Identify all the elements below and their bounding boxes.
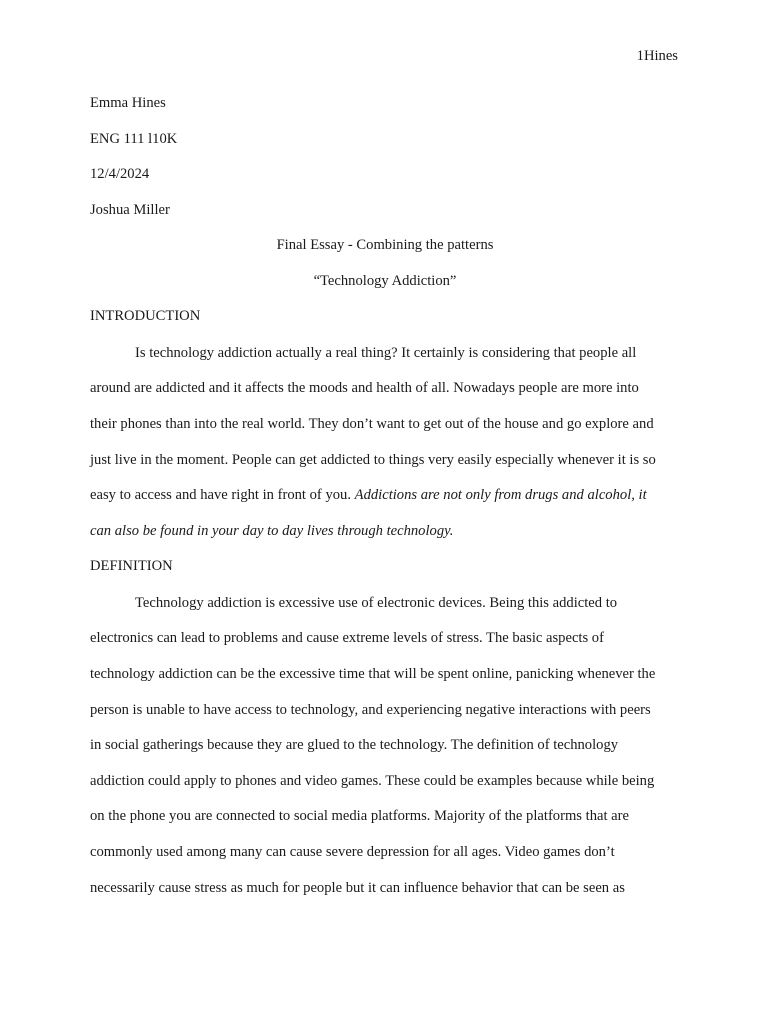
author-name: Emma Hines <box>90 95 166 111</box>
intro-line: Is technology addiction actually a real thing? It certainly is considering that people all <box>135 345 637 361</box>
intro-line: their phones than into the real world. They don’t want to get out of the house and go explore and <box>90 416 654 432</box>
intro-italic-line <box>90 522 680 540</box>
essay-date: 12/4/2024 <box>90 166 150 182</box>
definition-line: on the phone you are connected to social media platforms. Majority of the platforms that are <box>90 808 629 824</box>
intro-line: around are addicted and it affects the moods and health of all. Nowadays people are more into <box>90 380 639 396</box>
page-header-number: 1Hines <box>636 48 678 64</box>
definition-line: electronics can lead to problems and cause extreme levels of stress. The basic aspects of <box>90 630 604 646</box>
definition-line: addiction could apply to phones and video games. These could be examples because while being <box>90 773 655 789</box>
instructor-name: Joshua Miller <box>90 202 170 218</box>
definition-line: in social gatherings because they are glued to the technology. The definition of technology <box>90 737 619 753</box>
intro-line-mixed <box>90 486 680 504</box>
intro-italic-text: Addictions are not only from drugs and alcohol, it <box>354 487 647 503</box>
definition-line: person is unable to have access to technology, and experiencing negative interactions with peers <box>90 702 651 718</box>
intro-line: just live in the moment. People can get addicted to things very easily especially whenever it is so <box>90 452 656 468</box>
definition-line: technology addiction can be the excessive time that will be spent online, panicking whenever the <box>90 666 656 682</box>
definition-line: necessarily cause stress as much for people but it can influence behavior that can be seen as <box>90 880 625 896</box>
intro-line-text: easy to access and have right in front of you. <box>90 487 351 503</box>
essay-subtitle: “Technology Addiction” <box>313 273 457 289</box>
definition-line: Technology addiction is excessive use of electronic devices. Being this addicted to <box>135 595 618 611</box>
course-code: ENG 111 l10K <box>90 131 178 147</box>
section-heading-definition: DEFINITION <box>90 558 173 574</box>
essay-title: Final Essay - Combining the patterns <box>276 237 494 253</box>
definition-line: commonly used among many can cause severe depression for all ages. Video games don’t <box>90 844 615 860</box>
intro-italic-text: can also be found in your day to day lives through technology. <box>90 523 454 539</box>
section-heading-introduction: INTRODUCTION <box>90 308 201 324</box>
